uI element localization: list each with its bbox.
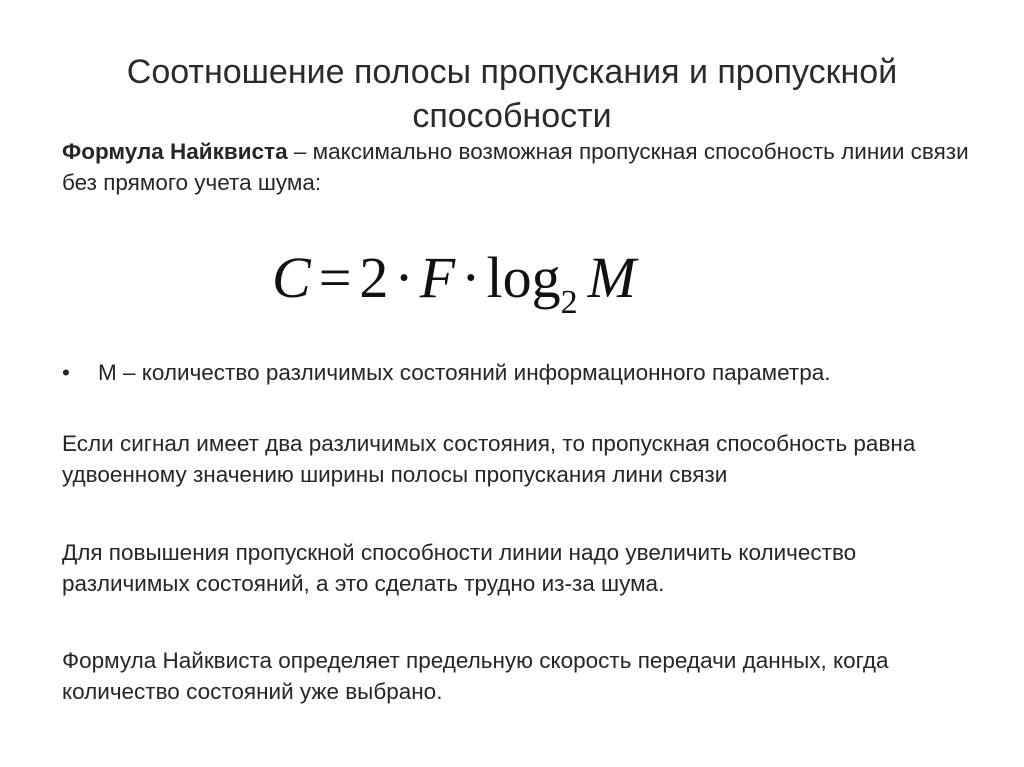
slide-title-line-2: способности [412,97,612,135]
intro-text: – максимально возможная пропускная способность линии связи без прямого учета шума: [62,139,969,195]
formula-capacity-symbol: C [272,245,311,310]
formula-bandwidth-symbol: F [419,245,456,310]
formula-states-symbol: M [587,245,636,310]
intro-paragraph [62,136,972,198]
formula-dot-1: · [394,245,414,310]
formula-log: log [486,245,561,310]
formula-two: 2 [359,245,389,310]
nyquist-formula [272,238,636,321]
formula-dot-2: · [461,245,481,310]
paragraph-nyquist-limit: Формула Найквиста определяет предельную скорость передачи данных, когда количество состояний уже выбрано. [62,648,889,704]
intro-bold-term: Формула Найквиста [62,139,288,164]
bullet-text: М – количество различимых состояний информационного параметра. [98,360,831,385]
bullet-item [62,357,972,388]
slide-title [40,50,984,138]
formula-log-base: 2 [560,284,578,321]
paragraph-increase-capacity: Для повышения пропускной способности линии надо увеличить количество различимых состояний, а это сделать трудно из-за шума. [62,540,857,596]
formula-equals: = [318,245,352,310]
bullet-dot-icon: • [62,360,70,385]
slide-title-line-1: Соотношение полосы пропускания и пропускной [126,53,898,91]
paragraph-two-states: Если сигнал имеет два различимых состояния, то пропускная способность равна удвоенному значению ширины полосы пропускания лини связи [62,431,916,487]
